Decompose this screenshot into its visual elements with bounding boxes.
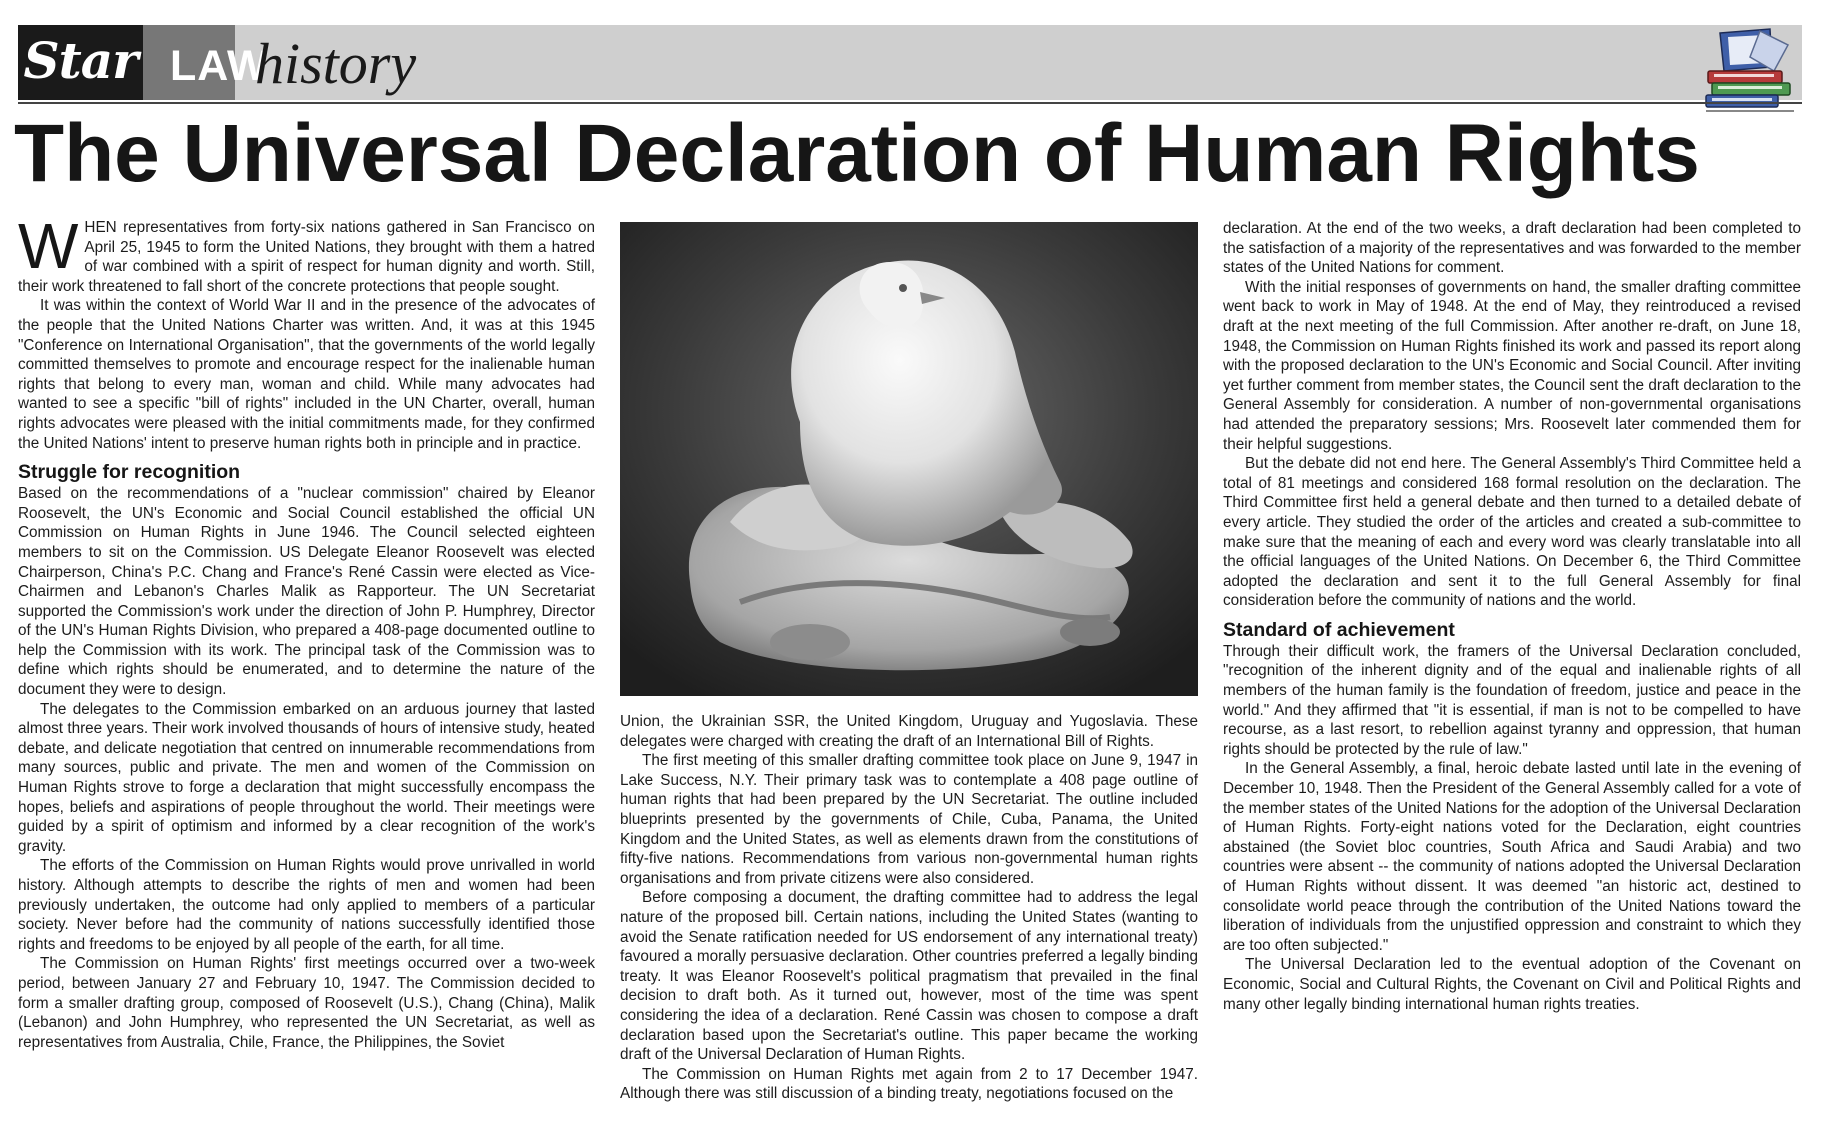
article-column-2 xyxy=(620,712,1198,1104)
subheading-standard: Standard of achievement xyxy=(1223,618,1455,641)
paragraph: Before composing a document, the drafting committee had to address the legal nature of the proposed bill. Certain nations, including the United States (wanting to avoid the Senate ratification needed for US endorsement of any international treaty) favoured a morally persuasive declaration. Other countries preferred a legally binding treaty. It was Eleanor Roosevelt's political pragmatism that prevailed in the final decision to draft both. As it turned out, however, most of the time was spent considering the idea of a declaration. René Cassin was chosen to compose a draft declaration based upon the Secretariat's outline. This paper became the working draft of the Universal Declaration of Human Rights. xyxy=(620,889,1198,1064)
paragraph: Through their difficult work, the framers of the Universal Declaration concluded, "recognition of the inherent dignity and of the equal and inalienable rights of all members of the human family is the foundation of freedom, justice and peace in the world." And they affirmed that "it is essential, if man is not to be compelled to have recourse, as a last resort, to rebellion against tyranny and oppression, that human rights should be protected by the rule of law." xyxy=(1223,642,1801,758)
section-title: history xyxy=(255,31,417,96)
masthead xyxy=(18,25,1802,100)
dove-in-hands-photo xyxy=(620,222,1198,696)
law-label: LAW xyxy=(170,42,269,90)
paragraph-text: HEN representatives from forty-six nations gathered in San Francisco on April 25, 1945 to form the United Nations, they brought with them a hatred of war combined with a spirit of respect for human dignity and worth. Still, their work threatened to fall short of the concrete protections that people sought. xyxy=(18,219,595,295)
subheading-struggle: Struggle for recognition xyxy=(18,461,241,484)
paragraph: But the debate did not end here. The General Assembly's Third Committee held a total of 81 meetings and considered 168 formal resolution on the declaration. The Third Committee first held a general debate and then turned to a detailed debate of every article. They studied the order of the articles and created a sub-committee to make sure that the meaning of each and every word was clearly translatable into all the official languages of the United Nations. On December 6, the Third Committee adopted the declaration and sent it to the full General Assembly for final consideration before the community of nations and the world. xyxy=(1223,455,1801,610)
paragraph: The first meeting of this smaller drafting committee took place on June 9, 1947 in Lake Success, N.Y. Their primary task was to contemplate a 408 page outline of human rights that had been prepared by the UN Secretariat. The outline included blueprints presented by the governments of Chile, Cuba, Panama, the United Kingdom and the United States, as well as elements drawn from the constitutions of fifty-five nations. Recommendations from various non-governmental human rights organisations and from private citizens were also considered. xyxy=(620,752,1198,887)
paragraph: The Commission on Human Rights met again from 2 to 17 December 1947. Although there was still discussion of a binding treaty, negotiations focused on the xyxy=(620,1065,1198,1103)
paragraph: In the General Assembly, a final, heroic debate lasted until late in the evening of December 10, 1948. Then the President of the General Assembly called for a vote of the member states of the United Nations for the adoption of the Universal Declaration of Human Rights. Forty-eight nations voted for the Declaration, eight countries abstained (the Soviet bloc countries, South Africa and Saudi Arabia) and two countries were absent -- the community of nations adopted the Universal Declaration of Human Rights without dissent. It was deemed "an historic act, destined to consolidate world peace through the contribution of the United Nations toward the liberation of individuals from the unjustified oppression and constraint to which they are too often subjected." xyxy=(1223,760,1801,954)
paragraph: The Universal Declaration led to the eventual adoption of the Covenant on Economic, Social and Cultural Rights, the Covenant on Civil and Political Rights and many other legally binding international human rights treaties. xyxy=(1223,956,1801,1013)
header-rule xyxy=(18,102,1802,104)
article-column-1 xyxy=(18,210,595,1052)
paragraph xyxy=(18,210,595,296)
star-logo-box xyxy=(18,25,143,100)
paragraph: declaration. At the end of the two weeks, a draft declaration had been completed to the satisfaction of a majority of the representatives and was forwarded to the member states of the United Nations for comment. xyxy=(1223,220,1801,277)
paragraph: It was within the context of World War II and in the presence of the advocates of the people that the United Nations Charter was written. And, it was at this 1945 "Conference on International Organisation", that the governments of the world legally committed themselves to promote and encourage respect for the inalienable human rights that belong to every man, woman and child. While many advocates had wanted to see a specific "bill of rights" included in the UN Charter, overall, human rights advocates were pleased with the initial commitments made, for they confirmed the United Nations' intent to preserve human rights both in principle and in practice. xyxy=(18,297,595,452)
headline: The Universal Declaration of Human Rights xyxy=(14,108,1700,199)
paragraph: The efforts of the Commission on Human Rights would prove unrivalled in world history. Although attempts to describe the rights of men and women had been previously undertaken, the outcome had only applied to members of a particular society. Never before had the community of nations successfully identified those rights and freedoms to be enjoyed by all people of the earth, for all time. xyxy=(18,857,595,953)
paragraph: With the initial responses of governments on hand, the smaller drafting committee went back to work in May of 1948. At the end of May, they reintroduced a revised draft at the next meeting of the full Commission. After another re-draft, on June 18, 1948, the Commission on Human Rights finished its work and passed its report along with the proposed declaration to the UN's Economic and Social Council. After inviting yet further comment from member states, the Council sent the draft declaration to the General Assembly for consideration. A number of non-governmental organisations had attended the preparatory sessions; Mrs. Roosevelt later commended them for their helpful suggestions. xyxy=(1223,278,1801,453)
star-logo: Star xyxy=(23,31,138,90)
drop-cap: W xyxy=(18,210,79,282)
masthead-bar xyxy=(235,25,1802,100)
article-column-3 xyxy=(1223,219,1801,1014)
paragraph: Union, the Ukrainian SSR, the United Kingdom, Uruguay and Yugoslavia. These delegates were charged with creating the draft of an International Bill of Rights. xyxy=(620,713,1198,750)
paragraph: The Commission on Human Rights' first meetings occurred over a two-week period, between January 27 and February 10, 1947. The Commission decided to form a smaller drafting group, composed of Roosevelt (U.S.), Chang (China), Malik (Lebanon) and John Humphrey, who represented the UN Secretariat, as well as representatives from Australia, Chile, France, the Philippines, the Soviet xyxy=(18,955,595,1051)
paragraph: The delegates to the Commission embarked on an arduous journey that lasted almost three years. Their work involved thousands of hours of intensive study, heated debate, and delicate negotiation that centred on innumerable recommendations from many sources, public and private. The men and women of the Commission on Human Rights strove to forge a declaration that might successfully encompass the hopes, beliefs and aspirations of people throughout the world. Their meetings were guided by a spirit of optimism and informed by a clear recognition of the work's gravity. xyxy=(18,700,595,855)
paragraph: Based on the recommendations of a "nuclear commission" chaired by Eleanor Roosevelt, the UN's Economic and Social Council established the official UN Commission on Human Rights in June 1946. The Council selected eighteen members to sit on the Commission. US Delegate Eleanor Roosevelt was elected Chairperson, China's P.C. Chang and France's René Cassin were elected as Vice-Chairmen and Lebanon's Charles Malik as Rapporteur. The UN Secretariat supported the Commission's work under the direction of John P. Humphrey, Director of the UN's Human Rights Division, who prepared a 408-page documented outline to help the Commission with its work. The principal task of the Commission was to define which rights should be enumerated, and to determine the nature of the document they were to design. xyxy=(18,485,595,699)
